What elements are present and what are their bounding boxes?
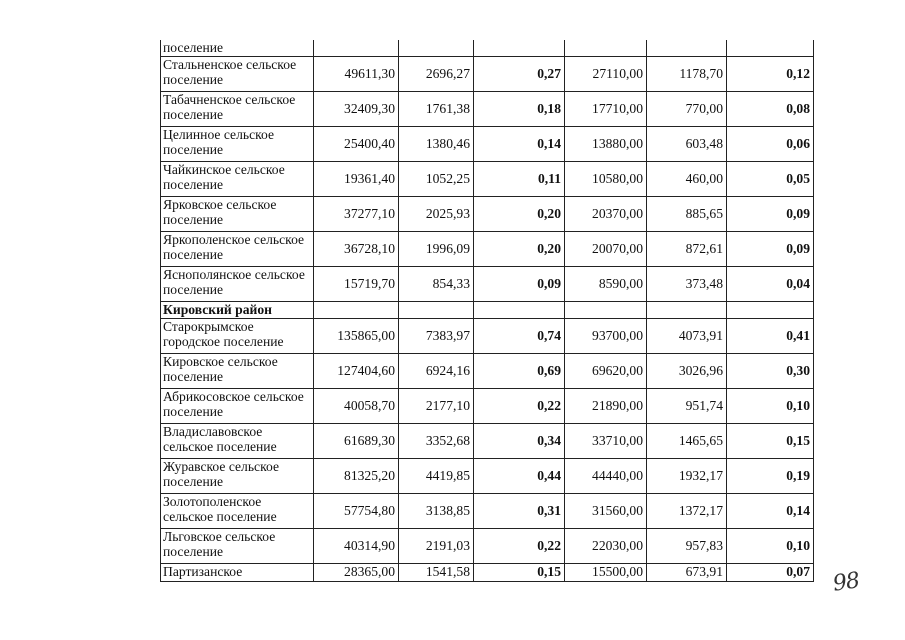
value-cell-c3: 0,22 — [474, 528, 565, 563]
table-row — [161, 458, 814, 493]
value-cell-c2: 854,33 — [399, 266, 474, 301]
settlement-name-cell: Кировское сельское поселение — [161, 353, 314, 388]
value-cell-c4 — [565, 40, 647, 56]
value-cell-c6: 0,10 — [727, 388, 814, 423]
value-cell-c6: 0,04 — [727, 266, 814, 301]
value-cell-c1: 32409,30 — [314, 91, 399, 126]
value-cell-c5: 885,65 — [647, 196, 727, 231]
value-cell-c4: 20370,00 — [565, 196, 647, 231]
value-cell-c6: 0,09 — [727, 231, 814, 266]
value-cell-c2: 1052,25 — [399, 161, 474, 196]
value-cell-c5: 673,91 — [647, 563, 727, 581]
value-cell-c3 — [474, 40, 565, 56]
value-cell-c5: 957,83 — [647, 528, 727, 563]
value-cell-c3: 0,09 — [474, 266, 565, 301]
value-cell-c6: 0,41 — [727, 318, 814, 353]
value-cell-c1 — [314, 301, 399, 318]
value-cell-c3: 0,20 — [474, 196, 565, 231]
table-row — [161, 423, 814, 458]
table-section-header — [161, 301, 814, 318]
value-cell-c5: 4073,91 — [647, 318, 727, 353]
value-cell-c1: 40058,70 — [314, 388, 399, 423]
value-cell-c4: 93700,00 — [565, 318, 647, 353]
value-cell-c5: 1372,17 — [647, 493, 727, 528]
value-cell-c3: 0,31 — [474, 493, 565, 528]
value-cell-c2: 1380,46 — [399, 126, 474, 161]
value-cell-c1: 36728,10 — [314, 231, 399, 266]
table-row — [161, 126, 814, 161]
value-cell-c1: 49611,30 — [314, 56, 399, 91]
value-cell-c6: 0,14 — [727, 493, 814, 528]
value-cell-c1: 57754,80 — [314, 493, 399, 528]
settlement-name-cell: Старокрымское городское поселение — [161, 318, 314, 353]
value-cell-c6: 0,08 — [727, 91, 814, 126]
table-row — [161, 493, 814, 528]
settlement-name-cell: Владиславовское сельское поселение — [161, 423, 314, 458]
value-cell-c3: 0,44 — [474, 458, 565, 493]
settlement-name-cell: Абрикосовское сельское поселение — [161, 388, 314, 423]
value-cell-c3: 0,20 — [474, 231, 565, 266]
settlement-name-cell: Льговское сельское поселение — [161, 528, 314, 563]
value-cell-c5: 1465,65 — [647, 423, 727, 458]
value-cell-c1: 127404,60 — [314, 353, 399, 388]
value-cell-c3: 0,34 — [474, 423, 565, 458]
value-cell-c4 — [565, 301, 647, 318]
table-body — [161, 40, 814, 581]
settlement-name-cell: Журавское сельское поселение — [161, 458, 314, 493]
table-row — [161, 266, 814, 301]
table-row — [161, 528, 814, 563]
settlement-name-cell: поселение — [161, 40, 314, 56]
value-cell-c1: 40314,90 — [314, 528, 399, 563]
settlement-name-cell: Целинное сельское поселение — [161, 126, 314, 161]
value-cell-c2: 4419,85 — [399, 458, 474, 493]
settlement-name-cell: Золотополенское сельское поселение — [161, 493, 314, 528]
value-cell-c2 — [399, 40, 474, 56]
value-cell-c3: 0,15 — [474, 563, 565, 581]
value-cell-c2: 2177,10 — [399, 388, 474, 423]
value-cell-c5: 373,48 — [647, 266, 727, 301]
table-row — [161, 231, 814, 266]
value-cell-c2 — [399, 301, 474, 318]
value-cell-c6 — [727, 301, 814, 318]
value-cell-c2: 2191,03 — [399, 528, 474, 563]
value-cell-c4: 17710,00 — [565, 91, 647, 126]
table-row — [161, 318, 814, 353]
value-cell-c3: 0,27 — [474, 56, 565, 91]
value-cell-c4: 69620,00 — [565, 353, 647, 388]
value-cell-c6: 0,10 — [727, 528, 814, 563]
table-row — [161, 161, 814, 196]
value-cell-c5: 951,74 — [647, 388, 727, 423]
value-cell-c3: 0,14 — [474, 126, 565, 161]
settlement-name-cell: Яркополенское сельское поселение — [161, 231, 314, 266]
value-cell-c5: 460,00 — [647, 161, 727, 196]
value-cell-c6: 0,19 — [727, 458, 814, 493]
value-cell-c6: 0,07 — [727, 563, 814, 581]
value-cell-c5: 1932,17 — [647, 458, 727, 493]
value-cell-c2: 6924,16 — [399, 353, 474, 388]
settlement-name-cell: Ярковское сельское поселение — [161, 196, 314, 231]
value-cell-c2: 3352,68 — [399, 423, 474, 458]
settlement-name-cell: Яснополянское сельское поселение — [161, 266, 314, 301]
value-cell-c1: 81325,20 — [314, 458, 399, 493]
value-cell-c4: 10580,00 — [565, 161, 647, 196]
settlement-name-cell: Чайкинское сельское поселение — [161, 161, 314, 196]
settlements-table — [160, 40, 814, 582]
value-cell-c2: 1996,09 — [399, 231, 474, 266]
value-cell-c4: 27110,00 — [565, 56, 647, 91]
value-cell-c2: 2025,93 — [399, 196, 474, 231]
table-row — [161, 353, 814, 388]
value-cell-c6: 0,05 — [727, 161, 814, 196]
settlement-name-cell: Партизанское — [161, 563, 314, 581]
value-cell-c5: 872,61 — [647, 231, 727, 266]
value-cell-c2: 2696,27 — [399, 56, 474, 91]
value-cell-c4: 21890,00 — [565, 388, 647, 423]
value-cell-c6: 0,12 — [727, 56, 814, 91]
page-number: 98 — [831, 568, 861, 597]
value-cell-c4: 44440,00 — [565, 458, 647, 493]
value-cell-c5: 1178,70 — [647, 56, 727, 91]
value-cell-c6: 0,30 — [727, 353, 814, 388]
table-row — [161, 40, 814, 56]
value-cell-c1: 37277,10 — [314, 196, 399, 231]
value-cell-c6 — [727, 40, 814, 56]
value-cell-c2: 1541,58 — [399, 563, 474, 581]
value-cell-c6: 0,09 — [727, 196, 814, 231]
table-row — [161, 196, 814, 231]
value-cell-c2: 3138,85 — [399, 493, 474, 528]
value-cell-c1: 15719,70 — [314, 266, 399, 301]
table-row — [161, 388, 814, 423]
value-cell-c3: 0,18 — [474, 91, 565, 126]
value-cell-c5: 770,00 — [647, 91, 727, 126]
value-cell-c4: 8590,00 — [565, 266, 647, 301]
settlement-name-cell: Кировский район — [161, 301, 314, 318]
value-cell-c3: 0,22 — [474, 388, 565, 423]
table-row — [161, 91, 814, 126]
table-row — [161, 56, 814, 91]
value-cell-c1: 25400,40 — [314, 126, 399, 161]
settlement-name-cell: Табачненское сельское поселение — [161, 91, 314, 126]
value-cell-c4: 20070,00 — [565, 231, 647, 266]
value-cell-c5: 603,48 — [647, 126, 727, 161]
value-cell-c4: 15500,00 — [565, 563, 647, 581]
value-cell-c2: 7383,97 — [399, 318, 474, 353]
value-cell-c3: 0,11 — [474, 161, 565, 196]
value-cell-c3: 0,74 — [474, 318, 565, 353]
value-cell-c4: 33710,00 — [565, 423, 647, 458]
value-cell-c5 — [647, 40, 727, 56]
value-cell-c4: 22030,00 — [565, 528, 647, 563]
value-cell-c3 — [474, 301, 565, 318]
value-cell-c4: 13880,00 — [565, 126, 647, 161]
value-cell-c2: 1761,38 — [399, 91, 474, 126]
value-cell-c6: 0,15 — [727, 423, 814, 458]
value-cell-c1: 28365,00 — [314, 563, 399, 581]
table-row — [161, 563, 814, 581]
value-cell-c3: 0,69 — [474, 353, 565, 388]
value-cell-c1: 19361,40 — [314, 161, 399, 196]
value-cell-c5 — [647, 301, 727, 318]
value-cell-c1: 61689,30 — [314, 423, 399, 458]
value-cell-c5: 3026,96 — [647, 353, 727, 388]
settlement-name-cell: Стальненское сельское поселение — [161, 56, 314, 91]
value-cell-c6: 0,06 — [727, 126, 814, 161]
value-cell-c4: 31560,00 — [565, 493, 647, 528]
value-cell-c1 — [314, 40, 399, 56]
value-cell-c1: 135865,00 — [314, 318, 399, 353]
